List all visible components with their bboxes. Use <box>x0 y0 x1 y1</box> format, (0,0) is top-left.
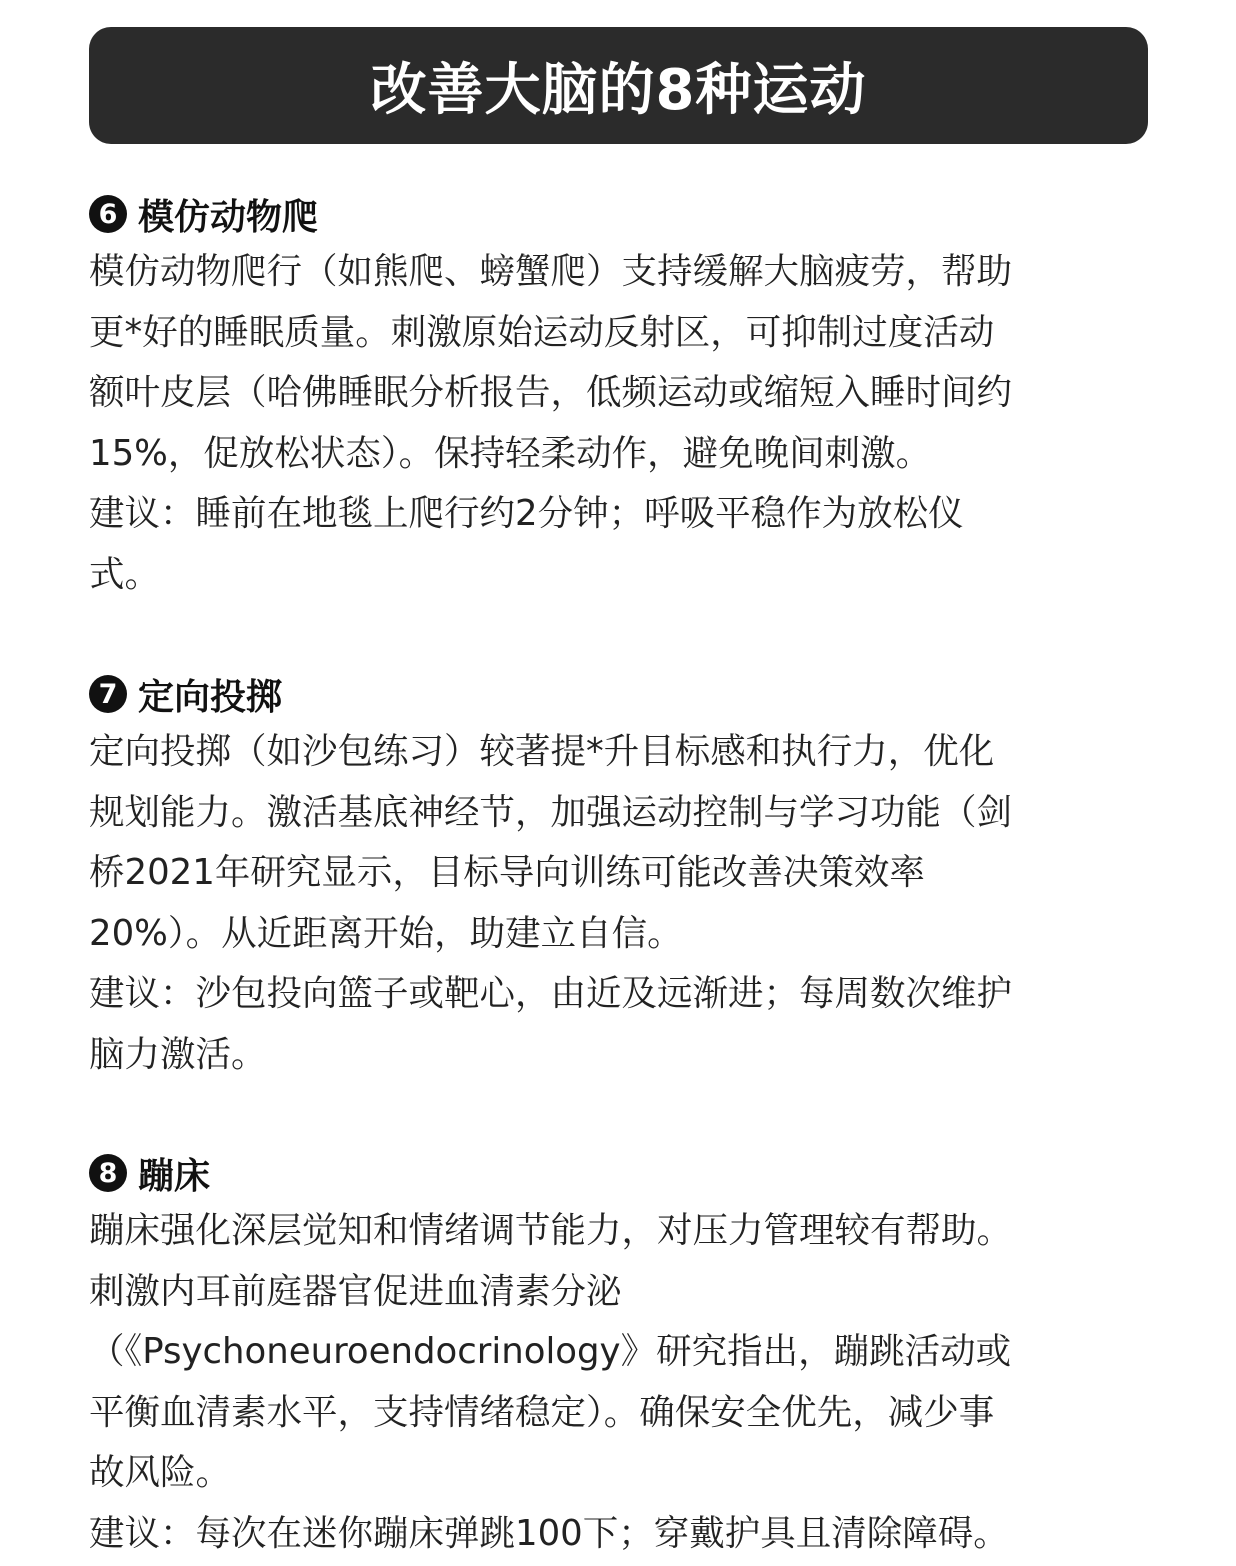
section-body <box>89 242 1159 605</box>
body-line: 规划能力。激活基底神经节，加强运动控制与学习功能（剑 <box>89 791 1013 833</box>
section-heading <box>89 1145 1159 1201</box>
body-line: 模仿动物爬行（如熊爬、螃蟹爬）支持缓解大脑疲劳，帮助 <box>89 251 1013 292</box>
body-line: 刺激内耳前庭器官促进血清素分泌 <box>89 1270 622 1312</box>
suggestion-line: 建议：睡前在地毯上爬行约2分钟；呼吸平稳作为放松仪 <box>89 493 964 534</box>
body-line: 15%，促放松状态）。保持轻柔动作，避免晚间刺激。 <box>89 432 932 474</box>
section-title: 模仿动物爬 <box>138 196 319 238</box>
body-line: 额叶皮层（哈佛睡眠分析报告，低频运动或缩短入睡时间约 <box>89 372 1013 413</box>
section-body <box>89 722 1159 1085</box>
body-line: 更*好的睡眠质量。刺激原始运动反射区，可抑制过度活动 <box>89 311 995 353</box>
suggestion-line: 式。 <box>89 553 161 595</box>
body-line: （《Psychoneuroendocrinology》研究指出，蹦跳活动或 <box>89 1331 1012 1372</box>
section-title: 蹦床 <box>138 1155 211 1197</box>
section-heading <box>89 186 1159 242</box>
body-line: 蹦床强化深层觉知和情绪调节能力，对压力管理较有帮助。 <box>89 1210 1013 1251</box>
body-line: 故风险。 <box>89 1452 232 1493</box>
body-line: 定向投掷（如沙包练习）较著提*升目标感和执行力，优化 <box>89 731 995 772</box>
suggestion-line: 建议：每次在迷你蹦床弹跳100下；穿戴护具且清除障碍。 <box>89 1512 1009 1554</box>
section-title: 定向投掷 <box>138 676 283 718</box>
section-heading <box>89 666 1159 722</box>
section-animal-crawl <box>89 186 1159 605</box>
number-badge-icon: 8 <box>89 1154 127 1192</box>
title-banner <box>89 27 1148 144</box>
suggestion-line: 脑力激活。 <box>89 1033 267 1075</box>
suggestion-line: 建议：沙包投向篮子或靶心，由近及远渐进；每周数次维护 <box>89 973 1013 1014</box>
body-line: 20%）。从近距离开始，助建立自信。 <box>89 912 683 954</box>
section-trampoline <box>89 1145 1159 1564</box>
section-directional-throw <box>89 666 1159 1085</box>
section-body <box>89 1201 1159 1564</box>
page-title: 改善大脑的8种运动 <box>370 57 867 123</box>
body-line: 平衡血清素水平，支持情绪稳定）。确保安全优先，减少事 <box>89 1391 995 1433</box>
body-line: 桥2021年研究显示，目标导向训练可能改善决策效率 <box>89 852 925 893</box>
number-badge-icon: 6 <box>89 195 127 233</box>
number-badge-icon: 7 <box>89 675 127 713</box>
